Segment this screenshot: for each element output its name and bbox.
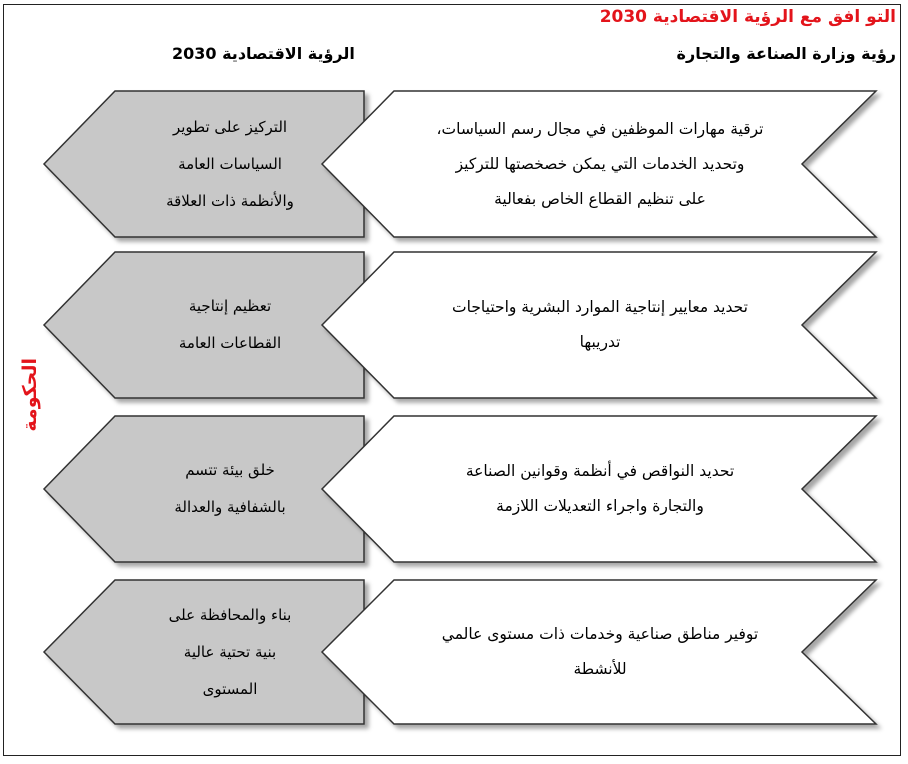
vision-line: خلق بيئة تتسم [185,461,275,479]
ministry-text-1 [390,91,810,237]
vision-text-2 [105,252,355,398]
page-title: التو افق مع الرؤية الاقتصادية 2030 [599,7,896,27]
ministry-text-3 [390,416,810,562]
vision-column-heading: الرؤية الاقتصادية 2030 [172,44,355,63]
vision-line: التركيز على تطوير [172,117,288,136]
ministry-line: ترقية مهارات الموظفين في مجال رسم السياسات، [436,119,764,138]
ministry-line: والتجارة واجراء التعديلات اللازمة [496,497,704,515]
ministry-line: توفير مناطق صناعية وخدمات ذات مستوى عالمي [441,625,759,643]
vision-text-4 [105,580,355,724]
vision-line: السياسات العامة [178,154,282,173]
ministry-line: على تنظيم القطاع الخاص بفعالية [494,189,706,208]
side-label-text: الحكومة [19,358,41,432]
ministry-line: تحديد معايير إنتاجية الموارد البشرية واحتياجات [452,298,748,316]
vision-text-3 [105,416,355,562]
ministry-line: تدريبها [579,333,621,351]
ministry-text-4 [390,580,810,724]
ministry-text-2 [390,252,810,398]
ministry-line: وتحديد الخدمات التي يمكن خصخصتها للتركيز [455,154,745,173]
vision-line: بناء والمحافظة على [168,605,292,624]
ministry-line: للأنشطة [573,660,627,678]
vision-line: بنية تحتية عالية [183,642,277,661]
vision-line: المستوى [202,679,258,698]
vision-line: والأنظمة ذات العلاقة [166,191,294,210]
vision-line: تعظيم إنتاجية [188,297,272,315]
vision-line: القطاعات العامة [178,334,282,352]
vision-line: بالشفافية والعدالة [174,498,286,516]
ministry-column-heading: رؤية وزارة الصناعة والتجارة [676,44,896,63]
vision-text-1 [105,91,355,237]
ministry-line: تحديد النواقص في أنظمة وقوانين الصناعة [465,462,735,480]
